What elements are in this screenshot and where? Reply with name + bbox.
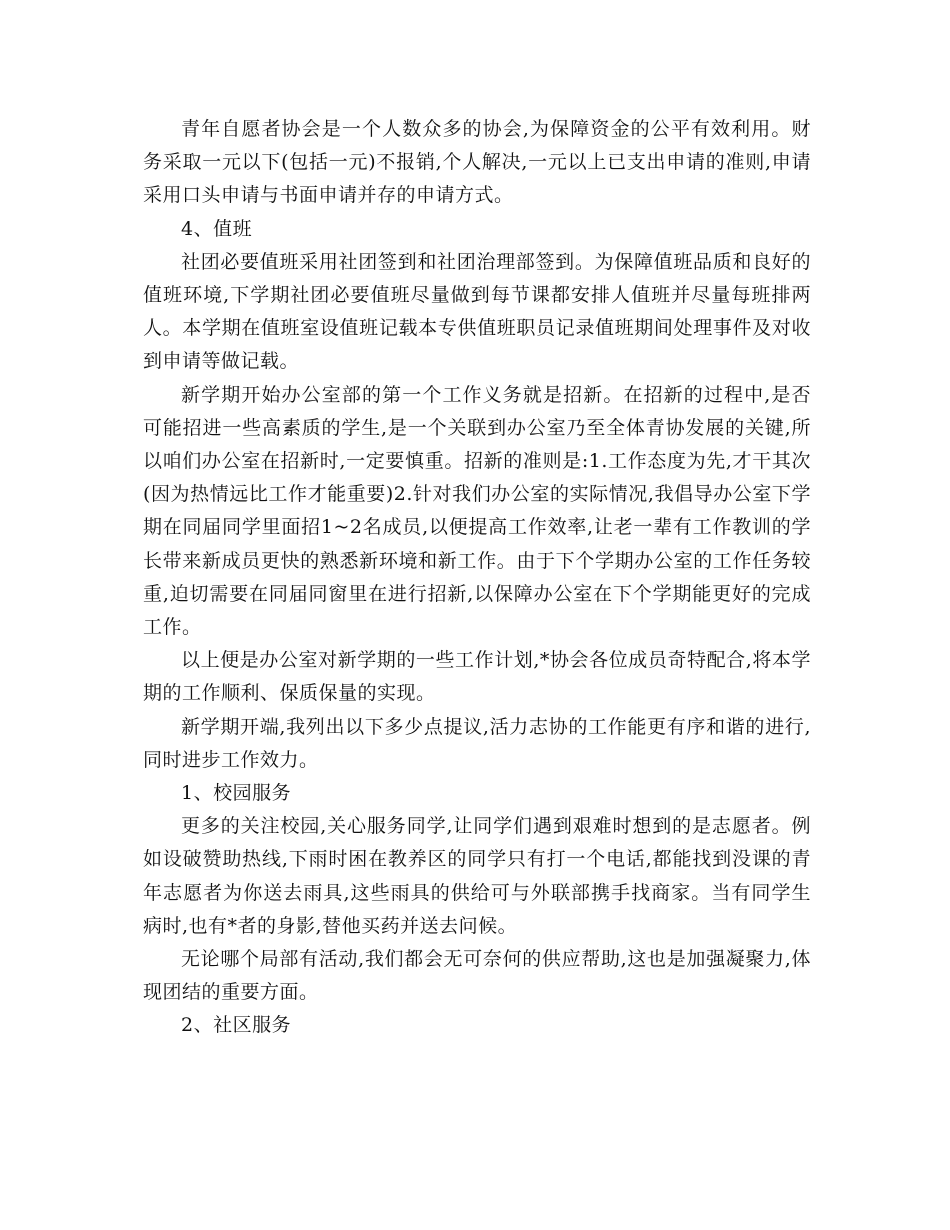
paragraph-campus-service: 更多的关注校园,关心服务同学,让同学们遇到艰难时想到的是志愿者。例如设破赞助热线,下雨时困在教养区的同学只有打一个电话,都能找到没课的青年志愿者为你送去雨具,这些雨具的供给可与外联部携手找商家。当有同学生病时,也有*者的身影,替他买药并送去问候。	[143, 815, 811, 937]
paragraph-finance: 青年自愿者协会是一个人数众多的协会,为保障资金的公平有效利用。财务采取一元以下(包括一元)不报销,个人解决,一元以上已支出申请的准则,申请采用口头申请与书面申请并存的申请方式。	[143, 118, 811, 207]
paragraph-suggestions: 新学期开端,我列出以下多少点提议,活力志协的工作能更有序和谐的进行,同时进步工作效力。	[143, 715, 811, 771]
document-body	[143, 113, 811, 1043]
paragraph-cooperation: 无论哪个局部有活动,我们都会无可奈何的供应帮助,这也是加强凝聚力,体现团结的重要方面。	[143, 948, 811, 1004]
paragraph-duty: 社团必要值班采用社团签到和社团治理部签到。为保障值班品质和良好的值班环境,下学期社团必要值班尽量做到每节课都安排人值班并尽量每班排两人。本学期在值班室设值班记载本专供值班职员记录值班期间处理事件及对收到申请等做记载。	[143, 250, 811, 373]
heading-community-service: 2、社区服务	[181, 1014, 292, 1037]
heading-campus-service: 1、校园服务	[181, 782, 292, 805]
heading-duty: 4、值班	[181, 217, 253, 240]
paragraph-summary: 以上便是办公室对新学期的一些工作计划,*协会各位成员奇特配合,将本学期的工作顺利、保质保量的实现。	[143, 649, 811, 705]
paragraph-recruitment: 新学期开始办公室部的第一个工作义务就是招新。在招新的过程中,是否可能招进一些高素质的学生,是一个关联到办公室乃至全体青协发展的关键,所以咱们办公室在招新时,一定要慎重。招新的准则是:1.工作态度为先,才干其次(因为热情远比工作才能重要)2.针对我们办公室的实际情况,我倡导办公室下学期在同届同学里面招1~2名成员,以便提高工作效率,让老一辈有工作教训的学长带来新成员更快的熟悉新环境和新工作。由于下个学期办公室的工作任务较重,迫切需要在同届同窗里在进行招新,以保障办公室在下个学期能更好的完成工作。	[143, 383, 811, 639]
